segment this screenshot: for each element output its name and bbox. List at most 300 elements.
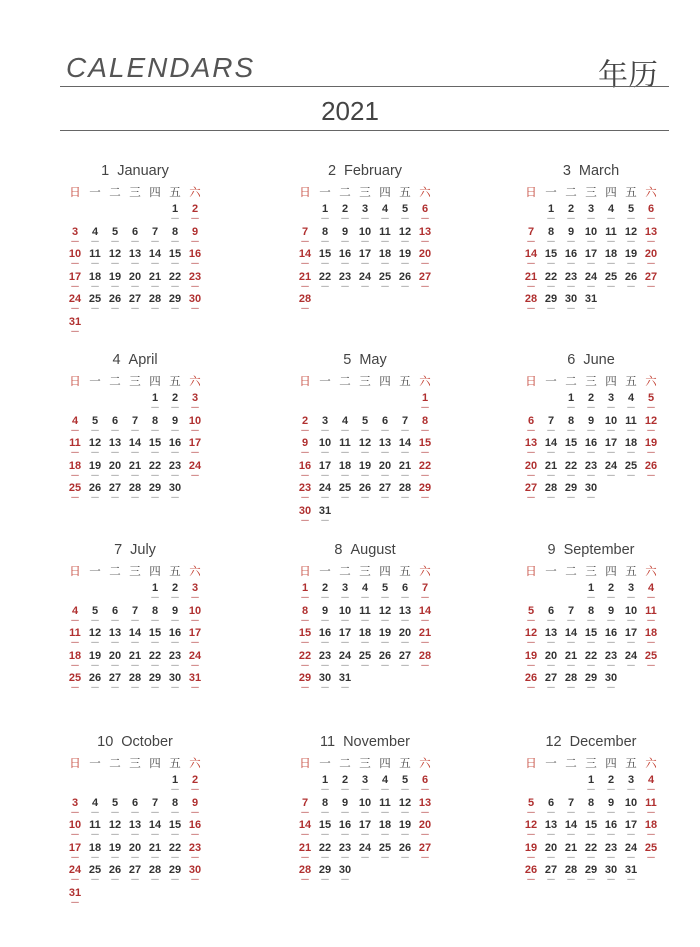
lunar-date-mark: ▬▬ <box>91 238 99 243</box>
day-cell <box>641 842 661 865</box>
day-number: 29 <box>584 672 598 685</box>
month-february <box>295 161 435 316</box>
day-cell <box>415 842 435 865</box>
day-number: 6 <box>421 203 429 215</box>
day-cell <box>335 842 355 865</box>
empty-day-cell <box>105 774 125 797</box>
day-number: 6 <box>131 796 139 809</box>
month-title <box>295 350 435 370</box>
day-cell <box>621 797 641 820</box>
day-cell <box>541 627 561 650</box>
day-number: 6 <box>111 414 119 427</box>
empty-day-cell <box>125 392 145 415</box>
day-cell <box>185 203 205 226</box>
month-number: 10 <box>97 734 114 750</box>
day-number: 13 <box>108 437 122 450</box>
day-number: 25 <box>68 482 82 495</box>
lunar-date-mark: ▬▬ <box>131 809 139 814</box>
day-cell <box>521 842 541 865</box>
lunar-date-mark: ▬▬ <box>607 595 615 599</box>
day-cell <box>85 437 105 460</box>
day-cell <box>165 842 185 865</box>
day-cell <box>581 226 601 249</box>
month-title <box>521 732 661 752</box>
day-cell <box>105 672 125 695</box>
lunar-date-mark: ▬▬ <box>71 495 79 500</box>
day-number: 11 <box>69 437 81 450</box>
day-number: 14 <box>418 604 432 617</box>
lunar-date-mark: ▬▬ <box>131 495 139 500</box>
day-number: 27 <box>128 864 142 877</box>
day-cell <box>145 672 165 695</box>
day-cell <box>601 437 621 460</box>
day-number: 15 <box>564 437 578 450</box>
day-number: 23 <box>318 649 332 662</box>
day-cell <box>145 819 165 842</box>
day-number: 26 <box>108 293 122 306</box>
day-cell <box>415 605 435 628</box>
lunar-date-mark: ▬▬ <box>91 854 99 859</box>
day-cell <box>561 226 581 249</box>
weekday-header: 二 <box>339 185 351 199</box>
day-number: 3 <box>361 203 369 215</box>
day-cell <box>641 582 661 605</box>
day-number: 23 <box>604 649 618 662</box>
day-cell <box>601 627 621 650</box>
day-number: 9 <box>191 225 199 238</box>
lunar-date-mark: ▬▬ <box>381 595 389 599</box>
day-number: 18 <box>644 819 658 832</box>
day-number: 12 <box>644 414 658 427</box>
lunar-date-mark: ▬▬ <box>71 854 79 859</box>
day-number: 3 <box>321 414 329 427</box>
day-number: 22 <box>298 649 312 662</box>
day-cell <box>561 842 581 865</box>
lunar-date-mark: ▬▬ <box>131 685 139 690</box>
lunar-date-mark: ▬▬ <box>71 640 79 645</box>
day-number: 15 <box>318 248 332 261</box>
lunar-date-mark: ▬▬ <box>91 450 99 455</box>
day-cell <box>315 774 335 797</box>
month-days-grid <box>65 752 205 910</box>
day-cell <box>621 842 641 865</box>
lunar-date-mark: ▬▬ <box>171 261 179 266</box>
day-cell <box>581 437 601 460</box>
lunar-date-mark: ▬▬ <box>607 877 615 882</box>
day-cell <box>315 482 335 505</box>
lunar-date-mark: ▬▬ <box>321 216 329 220</box>
day-cell <box>295 293 315 316</box>
day-cell <box>641 460 661 483</box>
lunar-date-mark: ▬▬ <box>321 283 329 288</box>
day-cell <box>561 460 581 483</box>
day-cell <box>165 650 185 673</box>
lunar-date-mark: ▬▬ <box>647 640 655 645</box>
day-cell <box>541 819 561 842</box>
lunar-date-mark: ▬▬ <box>91 306 99 311</box>
weekday-header: 四 <box>149 564 161 578</box>
lunar-date-mark: ▬▬ <box>151 450 159 455</box>
day-number: 23 <box>298 482 312 495</box>
day-number: 20 <box>544 649 558 662</box>
day-cell <box>395 842 415 865</box>
day-number: 16 <box>604 627 618 640</box>
day-number: 14 <box>298 248 312 261</box>
day-number: 16 <box>584 437 598 450</box>
day-number: 30 <box>604 864 618 877</box>
day-number: 5 <box>527 604 535 617</box>
day-cell <box>375 248 395 271</box>
lunar-date-mark: ▬▬ <box>527 427 535 432</box>
weekday-header: 三 <box>585 564 597 578</box>
month-days-grid <box>521 752 661 887</box>
day-cell <box>355 842 375 865</box>
weekday-header: 五 <box>625 756 637 770</box>
weekday-header: 日 <box>299 185 311 199</box>
day-cell <box>165 203 185 226</box>
day-number: 24 <box>68 864 82 877</box>
lunar-date-mark: ▬▬ <box>131 450 139 455</box>
day-number: 22 <box>418 459 432 472</box>
day-cell <box>145 271 165 294</box>
day-number: 21 <box>564 649 578 662</box>
day-number: 13 <box>378 437 392 450</box>
empty-day-cell <box>335 392 355 415</box>
day-cell <box>185 842 205 865</box>
day-cell <box>415 437 435 460</box>
day-number: 18 <box>88 270 102 283</box>
day-number: 7 <box>567 604 575 617</box>
day-cell <box>65 460 85 483</box>
day-number: 7 <box>131 604 139 617</box>
lunar-date-mark: ▬▬ <box>91 283 99 288</box>
day-cell <box>541 271 561 294</box>
lunar-date-mark: ▬▬ <box>527 238 535 243</box>
day-cell <box>315 271 335 294</box>
lunar-date-mark: ▬▬ <box>171 405 179 409</box>
day-cell <box>641 203 661 226</box>
day-number: 15 <box>318 819 332 832</box>
empty-day-cell <box>295 392 315 415</box>
weekday-header: 三 <box>129 185 141 199</box>
day-number: 31 <box>318 504 332 517</box>
day-cell <box>165 582 185 605</box>
lunar-date-mark: ▬▬ <box>301 832 309 837</box>
day-number: 20 <box>108 459 122 472</box>
day-number: 27 <box>644 270 658 283</box>
empty-day-cell <box>65 203 85 226</box>
lunar-date-mark: ▬▬ <box>321 685 329 690</box>
lunar-date-mark: ▬▬ <box>421 640 429 645</box>
day-number: 16 <box>564 248 578 261</box>
day-cell <box>335 819 355 842</box>
lunar-date-mark: ▬▬ <box>547 306 555 311</box>
lunar-date-mark: ▬▬ <box>321 261 329 266</box>
lunar-date-mark: ▬▬ <box>627 662 635 667</box>
weekday-header: 六 <box>189 374 201 388</box>
day-number: 25 <box>644 649 658 662</box>
day-cell <box>335 248 355 271</box>
weekday-header: 二 <box>565 564 577 578</box>
day-cell <box>375 774 395 797</box>
day-cell <box>165 248 185 271</box>
day-number: 1 <box>587 582 595 594</box>
day-number: 13 <box>524 437 538 450</box>
lunar-date-mark: ▬▬ <box>401 261 409 266</box>
lunar-date-mark: ▬▬ <box>171 495 179 500</box>
day-cell <box>415 248 435 271</box>
lunar-date-mark: ▬▬ <box>191 595 199 599</box>
lunar-date-mark: ▬▬ <box>301 450 309 455</box>
day-cell <box>415 392 435 415</box>
day-cell <box>581 392 601 415</box>
day-number: 10 <box>584 225 598 238</box>
day-cell <box>335 226 355 249</box>
weekday-header: 六 <box>419 185 431 199</box>
day-number: 15 <box>584 819 598 832</box>
day-cell <box>641 226 661 249</box>
lunar-date-mark: ▬▬ <box>361 617 369 622</box>
weekday-header: 四 <box>379 374 391 388</box>
day-cell <box>335 482 355 505</box>
day-cell <box>375 226 395 249</box>
lunar-date-mark: ▬▬ <box>567 617 575 622</box>
day-cell <box>355 627 375 650</box>
day-cell <box>521 271 541 294</box>
day-cell <box>621 605 641 628</box>
day-cell <box>125 415 145 438</box>
lunar-date-mark: ▬▬ <box>71 809 79 814</box>
year-rule <box>60 130 669 131</box>
lunar-date-mark: ▬▬ <box>151 832 159 837</box>
lunar-date-mark: ▬▬ <box>401 495 409 500</box>
day-number: 14 <box>148 819 162 832</box>
lunar-date-mark: ▬▬ <box>421 662 429 667</box>
day-number: 8 <box>421 414 429 427</box>
day-number: 26 <box>398 841 412 854</box>
weekday-header: 三 <box>359 564 371 578</box>
day-number: 19 <box>398 248 412 261</box>
lunar-date-mark: ▬▬ <box>191 450 199 455</box>
day-number: 20 <box>378 459 392 472</box>
day-cell <box>185 797 205 820</box>
lunar-date-mark: ▬▬ <box>341 283 349 288</box>
lunar-date-mark: ▬▬ <box>401 283 409 288</box>
lunar-date-mark: ▬▬ <box>627 427 635 432</box>
day-cell <box>85 672 105 695</box>
day-number: 5 <box>91 604 99 617</box>
month-number: 2 <box>327 163 337 179</box>
day-number: 19 <box>524 649 538 662</box>
weekday-header: 四 <box>379 756 391 770</box>
lunar-date-mark: ▬▬ <box>321 472 329 477</box>
weekday-header: 三 <box>359 756 371 770</box>
day-number: 20 <box>128 841 142 854</box>
lunar-date-mark: ▬▬ <box>71 662 79 667</box>
empty-day-cell <box>541 582 561 605</box>
lunar-date-mark: ▬▬ <box>321 238 329 243</box>
day-cell <box>145 482 165 505</box>
day-number: 4 <box>361 582 369 594</box>
lunar-date-mark: ▬▬ <box>527 877 535 882</box>
lunar-date-mark: ▬▬ <box>567 405 575 409</box>
lunar-date-mark: ▬▬ <box>341 662 349 667</box>
day-cell <box>85 415 105 438</box>
day-number: 2 <box>607 582 615 594</box>
lunar-date-mark: ▬▬ <box>301 617 309 622</box>
day-cell <box>541 460 561 483</box>
day-cell <box>295 415 315 438</box>
day-cell <box>185 271 205 294</box>
lunar-date-mark: ▬▬ <box>191 640 199 645</box>
day-cell <box>335 437 355 460</box>
day-number: 1 <box>421 392 429 404</box>
day-cell <box>295 437 315 460</box>
lunar-date-mark: ▬▬ <box>587 595 595 599</box>
day-cell <box>521 605 541 628</box>
lunar-date-mark: ▬▬ <box>131 238 139 243</box>
day-cell <box>395 627 415 650</box>
day-number: 1 <box>321 203 329 215</box>
weekday-header: 五 <box>399 374 411 388</box>
lunar-date-mark: ▬▬ <box>361 427 369 432</box>
empty-day-cell <box>105 582 125 605</box>
day-cell <box>521 482 541 505</box>
month-days-grid <box>521 370 661 505</box>
day-cell <box>125 819 145 842</box>
lunar-date-mark: ▬▬ <box>191 261 199 266</box>
weekday-header: 一 <box>319 756 331 770</box>
lunar-date-mark: ▬▬ <box>401 216 409 220</box>
day-cell <box>85 605 105 628</box>
day-cell <box>355 226 375 249</box>
empty-day-cell <box>541 392 561 415</box>
day-number: 19 <box>88 649 102 662</box>
day-cell <box>561 482 581 505</box>
day-cell <box>185 582 205 605</box>
month-name: February <box>344 163 403 179</box>
day-cell <box>541 482 561 505</box>
lunar-date-mark: ▬▬ <box>71 261 79 266</box>
day-cell <box>581 774 601 797</box>
day-cell <box>85 482 105 505</box>
month-number: 11 <box>320 734 336 750</box>
day-cell <box>415 460 435 483</box>
lunar-date-mark: ▬▬ <box>361 495 369 500</box>
day-cell <box>641 437 661 460</box>
lunar-date-mark: ▬▬ <box>171 640 179 645</box>
lunar-date-mark: ▬▬ <box>401 662 409 667</box>
day-cell <box>295 797 315 820</box>
lunar-date-mark: ▬▬ <box>71 617 79 622</box>
day-number: 6 <box>401 582 409 594</box>
day-cell <box>375 605 395 628</box>
lunar-date-mark: ▬▬ <box>341 472 349 477</box>
day-cell <box>315 248 335 271</box>
lunar-date-mark: ▬▬ <box>191 405 199 409</box>
day-number: 14 <box>398 437 412 450</box>
day-cell <box>65 650 85 673</box>
day-cell <box>355 797 375 820</box>
day-number: 21 <box>128 649 142 662</box>
day-cell <box>621 226 641 249</box>
day-number: 13 <box>128 819 142 832</box>
day-number: 24 <box>624 841 638 854</box>
day-number: 1 <box>321 774 329 786</box>
day-cell <box>375 271 395 294</box>
day-number: 27 <box>524 482 538 495</box>
day-cell <box>601 203 621 226</box>
day-cell <box>145 582 165 605</box>
day-number: 29 <box>168 864 182 877</box>
day-cell <box>185 605 205 628</box>
day-cell <box>185 460 205 483</box>
empty-day-cell <box>125 203 145 226</box>
lunar-date-mark: ▬▬ <box>587 877 595 882</box>
day-number: 26 <box>88 672 102 685</box>
empty-day-cell <box>541 774 561 797</box>
day-number: 22 <box>544 270 558 283</box>
month-title <box>65 161 205 181</box>
day-number: 12 <box>524 819 538 832</box>
day-cell <box>165 797 185 820</box>
day-number: 8 <box>171 225 179 238</box>
lunar-date-mark: ▬▬ <box>567 472 575 477</box>
day-number: 3 <box>191 392 199 404</box>
day-number: 27 <box>544 864 558 877</box>
lunar-date-mark: ▬▬ <box>321 640 329 645</box>
day-number: 4 <box>71 604 79 617</box>
lunar-date-mark: ▬▬ <box>341 216 349 220</box>
day-number: 15 <box>418 437 432 450</box>
lunar-date-mark: ▬▬ <box>647 261 655 266</box>
lunar-date-mark: ▬▬ <box>361 787 369 791</box>
day-cell <box>581 650 601 673</box>
day-cell <box>355 482 375 505</box>
lunar-date-mark: ▬▬ <box>301 854 309 859</box>
day-number: 31 <box>338 672 352 685</box>
day-number: 26 <box>644 459 658 472</box>
day-cell <box>601 460 621 483</box>
day-cell <box>125 226 145 249</box>
day-number: 17 <box>624 627 638 640</box>
day-number: 6 <box>547 796 555 809</box>
day-cell <box>415 415 435 438</box>
empty-day-cell <box>295 203 315 226</box>
weekday-header: 四 <box>379 185 391 199</box>
day-cell <box>415 226 435 249</box>
lunar-date-mark: ▬▬ <box>607 662 615 667</box>
lunar-date-mark: ▬▬ <box>527 261 535 266</box>
day-number: 29 <box>584 864 598 877</box>
day-cell <box>315 226 335 249</box>
day-cell <box>375 460 395 483</box>
day-number: 25 <box>624 459 638 472</box>
lunar-date-mark: ▬▬ <box>341 495 349 500</box>
day-cell <box>295 864 315 887</box>
lunar-date-mark: ▬▬ <box>71 306 79 311</box>
day-number: 1 <box>151 582 159 594</box>
lunar-date-mark: ▬▬ <box>401 640 409 645</box>
day-cell <box>145 460 165 483</box>
day-cell <box>165 605 185 628</box>
day-cell <box>315 605 335 628</box>
lunar-date-mark: ▬▬ <box>607 283 615 288</box>
day-number: 3 <box>71 796 79 809</box>
lunar-date-mark: ▬▬ <box>647 472 655 477</box>
day-cell <box>145 605 165 628</box>
day-cell <box>125 248 145 271</box>
